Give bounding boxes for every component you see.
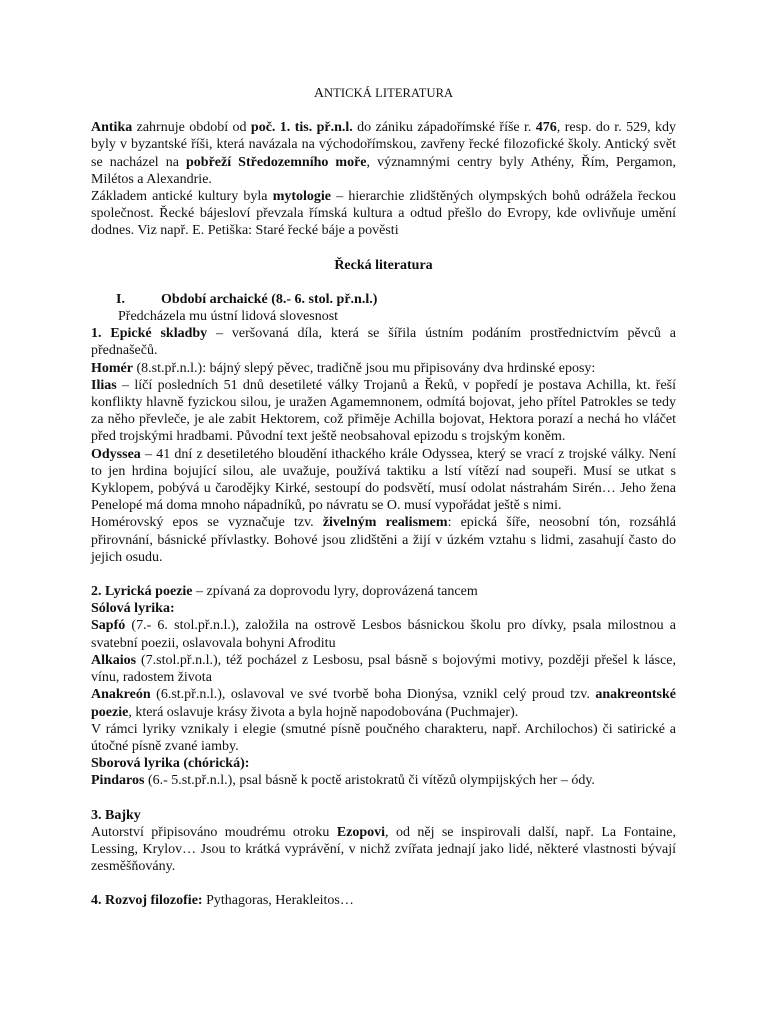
text-run: – veršovaná díla, která se šířila ústním podáním prostřednictvím pěvců a přednašečů. [91, 326, 676, 359]
text-run: – líčí posledních 51 dnů desetileté války Trojanů a Řeků, v popředí je postava Achilla, kt. řeší konflikty hlavně fyzickou silou, je uražen Agamemnonem, odmítá bojovat, jeho přítel Patrokles se tedy za něho převleče, je ale zabit Hektorem, což přiměje Achilla bojovat, Hektora porazí a nechá ho vláčet před trojskými hradbami. Původní text ještě neobsahoval epizodu s trojským koněm. [91, 377, 676, 445]
alkaios-paragraph [91, 652, 676, 686]
bold-text-run: Odyssea [91, 446, 141, 462]
ilias-paragraph [91, 377, 676, 446]
text-run: V rámci lyriky vznikaly i elegie (smutné písně poučného charakteru, např. Archilochos) či satirické a útočné písně zvané iamby. [91, 721, 676, 754]
text-run: – 41 dní z desetiletého bloudění ithackého krále Odyssea, který se vrací z trojské války. Není to jen hrdina bojující silou, ale uvažuje, používá taktiku a lstí vítězí nad soupeři. Musí se utkat s Kyklopem, pobývá u čarodějky Kirké, sestoupí do podsvětí, musí odolat nástrahám Sirén… Jeho žena Penelopé má doma mnoho nápadníků, po návratu se O. musí vypořádat ještě s nimi. [91, 446, 676, 514]
period-heading [91, 291, 676, 308]
anakreon-paragraph [91, 686, 676, 720]
bold-text-run: anakreontské poezie [91, 687, 676, 720]
realism-paragraph [91, 514, 676, 566]
spacer [91, 790, 676, 807]
bold-text-run: 2. Lyrická poezie [91, 584, 193, 600]
text-run: , resp. do r. 529, kdy byly v byzantské říši, která navázala na východořímskou, zavřeny řecké filozofické školy. Antický svět se nacházel na [91, 120, 676, 170]
period-subtitle: Předcházela mu ústní lidová slovesnost [118, 309, 339, 325]
bold-text-run: Pindaros [91, 773, 145, 789]
philosophy-paragraph [91, 892, 676, 909]
bold-text-run: Sapfó [91, 618, 126, 634]
document-page [91, 85, 676, 910]
period-numeral: I. [116, 291, 125, 307]
text-run: , která oslavuje krásy života a byla hojně napodobována (Puchmajer). [128, 704, 519, 720]
bold-text-run: 1. Epické skladby [91, 326, 208, 342]
document-title [91, 85, 676, 102]
pindaros-paragraph [91, 772, 676, 789]
bold-text-run: 476 [535, 120, 557, 136]
text-run: , od něj se inspirovali další, např. La Fontaine, Lessing, Krylov… Jsou to krátká vyprávění, v nichž zvířata jednají jako lidé, některé vlastnosti bývají zesměšňovány. [91, 824, 676, 875]
epic-heading [91, 325, 676, 359]
solo-lyric-heading: Sólová lyrika: [91, 601, 175, 617]
text-run: do zániku západořímské říše r. [352, 120, 536, 136]
bold-text-run: Ezopovi [336, 824, 386, 840]
bold-text-run: Alkaios [91, 652, 137, 668]
title-initial: A [313, 86, 325, 101]
title-rest: NTICKÁ LITERATURA [324, 86, 454, 100]
spacer [91, 875, 676, 892]
spacer [91, 274, 676, 291]
sapfo-paragraph [91, 617, 676, 651]
spacer [91, 566, 676, 583]
bold-text-run: Anakreón [91, 687, 151, 703]
text-run: – hierarchie zlidštěných olympských bohů odrážela řeckou společnost. Řecké bájesloví převzala římská kultura a odtud přešlo do Evropy, kde ovlivňuje umění dodnes. Viz např. E. Petiška: Staré řecké báje a pověsti [91, 189, 676, 239]
lyric-heading [91, 583, 676, 600]
text-run: Homérovský epos se vyznačuje tzv. [91, 515, 323, 531]
section-heading: Řecká literatura [334, 257, 433, 273]
text-run: Základem antické kultury byla [91, 189, 273, 205]
text-run: (6.- 5.st.př.n.l.), psal básně k poctě aristokratů či vítězů olympijských her – ódy. [144, 773, 595, 789]
bold-text-run: živelným realismem [322, 515, 448, 531]
text-run: , významnými centry byly Athény, Řím, Pergamon, Milétos a Alexandrie. [91, 154, 676, 187]
fables-paragraph [91, 824, 676, 876]
text-run: (7.- 6. stol.př.n.l.), založila na ostrově Lesbos básnickou školu pro dívky, psala milostnou a svatební poezii, oslavovala bohyni Afroditu [91, 618, 676, 651]
bold-text-run: Ilias [91, 377, 117, 393]
bold-text-run: 4. Rozvoj filozofie: [91, 893, 203, 909]
text-run: – zpívaná za doprovodu lyry, doprovázená tancem [192, 584, 478, 600]
text-run: (6.st.př.n.l.), oslavoval ve své tvorbě boha Dionýsa, vznikl celý proud tzv. [150, 687, 596, 703]
text-run: Pythagoras, Herakleitos… [202, 893, 354, 909]
bold-text-run: poč. 1. tis. př.n.l. [250, 120, 353, 136]
text-run: : epická šíře, neosobní tón, rozsáhlá přirovnání, básnické přívlastky. Bohové jsou zlidštěni a žijí v úzkém vztahu s lidmi, zasahují často do jejich osudu. [91, 515, 676, 565]
text-run: zahrnuje období od [132, 120, 251, 136]
intro-paragraph-2 [91, 188, 676, 240]
bold-text-run: mytologie [272, 189, 332, 205]
choral-lyric-heading: Sborová lyrika (chórická): [91, 756, 250, 772]
odyssea-paragraph [91, 446, 676, 515]
spacer [91, 240, 676, 257]
text-run: Autorství připisováno moudrému otroku [91, 824, 337, 840]
elegie-paragraph [91, 721, 676, 755]
text-run: (7.stol.př.n.l.), též pocházel z Lesbosu, psal básně s bojovými motivy, později přešel k lásce, vínu, radostem života [91, 652, 676, 686]
fables-heading: 3. Bajky [91, 807, 141, 823]
bold-text-run: Homér [91, 360, 133, 376]
text-run: (8.st.př.n.l.): bájný slepý pěvec, tradičně jsou mu připisovány dva hrdinské eposy: [132, 360, 596, 376]
homer-paragraph [91, 360, 676, 377]
period-title: Období archaické (8.- 6. stol. př.n.l.) [161, 291, 378, 307]
bold-text-run: pobřeží Středozemního moře [186, 154, 367, 170]
bold-text-run: Antika [91, 120, 133, 136]
intro-paragraph-1 [91, 119, 676, 188]
